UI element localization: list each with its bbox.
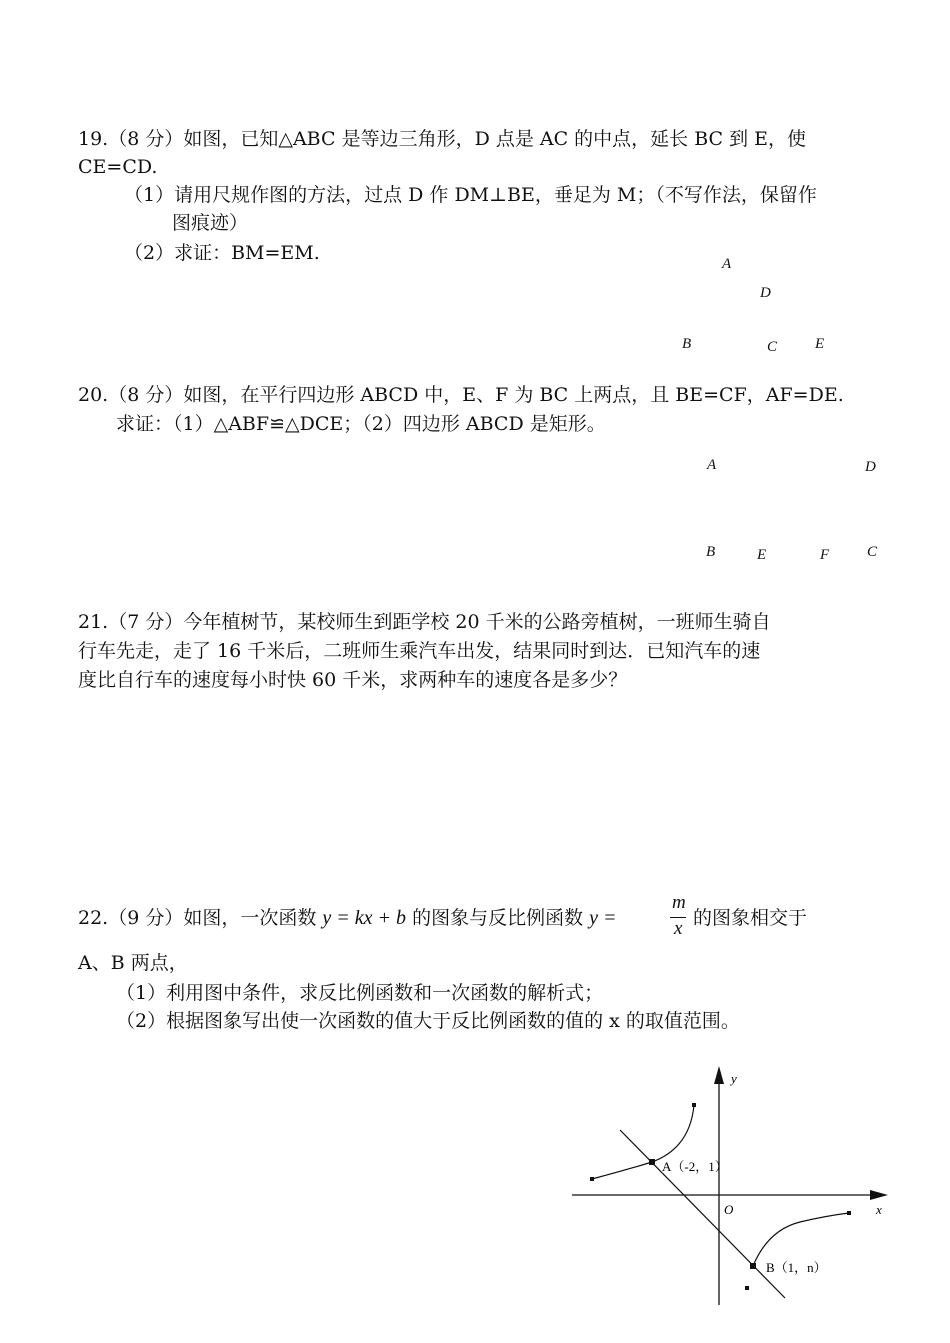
hyperbola-lower-branch — [753, 1213, 849, 1266]
y-axis-label: y — [731, 1071, 737, 1086]
q21-line2: 行车先走，走了 16 千米后，二班师生乘汽车出发，结果同时到达．已知汽车的速 — [78, 640, 761, 662]
q22-frac-denominator: x — [674, 918, 683, 939]
x-axis-arrow-icon — [870, 1190, 888, 1200]
q20-label-f: F — [820, 547, 830, 563]
q21-line1: 21.（7 分）今年植树节，某校师生到距学校 20 千米的公路旁植树，一班师生骑自 — [78, 611, 771, 633]
q20-line2: 求证：（1）△ABF≌△DCE；（2）四边形 ABCD 是矩形。 — [116, 413, 606, 435]
q19-label-c: C — [767, 339, 778, 355]
x-axis-label: x — [876, 1202, 882, 1217]
q22-line2: A、B 两点， — [78, 952, 188, 974]
q22-part1: （1）利用图中条件，求反比例函数和一次函数的解析式； — [116, 982, 604, 1004]
q20-label-e: E — [757, 547, 767, 563]
q19-label-b: B — [682, 336, 692, 352]
q22-part2: （2）根据图象写出使一次函数的值大于反比例函数的值的 x 的取值范围。 — [116, 1010, 740, 1032]
q19-line1: 19.（8 分）如图，已知△ABC 是等边三角形，D 点是 AC 的中点，延长 BC 到 E，使 — [78, 128, 807, 150]
curve-endpoint-marker — [692, 1103, 696, 1107]
q22-intro-text: 22.（9 分）如图，一次函数 — [78, 907, 317, 929]
q19-part1-line2: 图痕迹） — [172, 212, 249, 234]
q19-label-a: A — [722, 256, 732, 272]
curve-endpoint-marker — [590, 1177, 594, 1181]
q19-line2: CE=CD. — [78, 156, 158, 178]
origin-label: O — [724, 1202, 734, 1217]
q21-line3: 度比自行车的速度每小时快 60 千米，求两种车的速度各是多少？ — [78, 669, 628, 691]
y-axis-arrow-icon — [714, 1066, 724, 1084]
q22-inverse-y: y = — [589, 907, 617, 929]
q20-label-b: B — [706, 544, 716, 560]
q22-tail: 的图象相交于 — [693, 907, 808, 929]
q20-label-a: A — [707, 457, 717, 473]
q19-label-e: E — [815, 336, 825, 352]
q22-mid-text: 的图象与反比例函数 — [412, 907, 584, 929]
q20-label-c: C — [867, 544, 878, 560]
q22-linear-function: y = kx + b — [322, 907, 407, 929]
q19-part2: （2）求证：BM=EM. — [124, 242, 320, 264]
q22-frac-numerator: m — [672, 892, 686, 913]
line-endpoint-marker — [745, 1286, 749, 1290]
point-b-marker — [750, 1263, 756, 1269]
q20-label-d: D — [865, 459, 876, 475]
point-b-label: B（1，n） — [766, 1260, 827, 1275]
point-a-label: A（-2，1） — [662, 1159, 728, 1174]
curve-endpoint-marker — [847, 1211, 851, 1215]
point-a-marker — [649, 1159, 655, 1165]
q20-line1: 20.（8 分）如图，在平行四边形 ABCD 中，E、F 为 BC 上两点，且 BE=CF，AF=DE. — [78, 384, 844, 406]
q19-part1-line1: （1）请用尺规作图的方法，过点 D 作 DM⊥BE，垂足为 M；（不写作法，保留作 — [124, 184, 817, 206]
q19-label-d: D — [760, 285, 771, 301]
linear-function-line — [620, 1130, 785, 1298]
